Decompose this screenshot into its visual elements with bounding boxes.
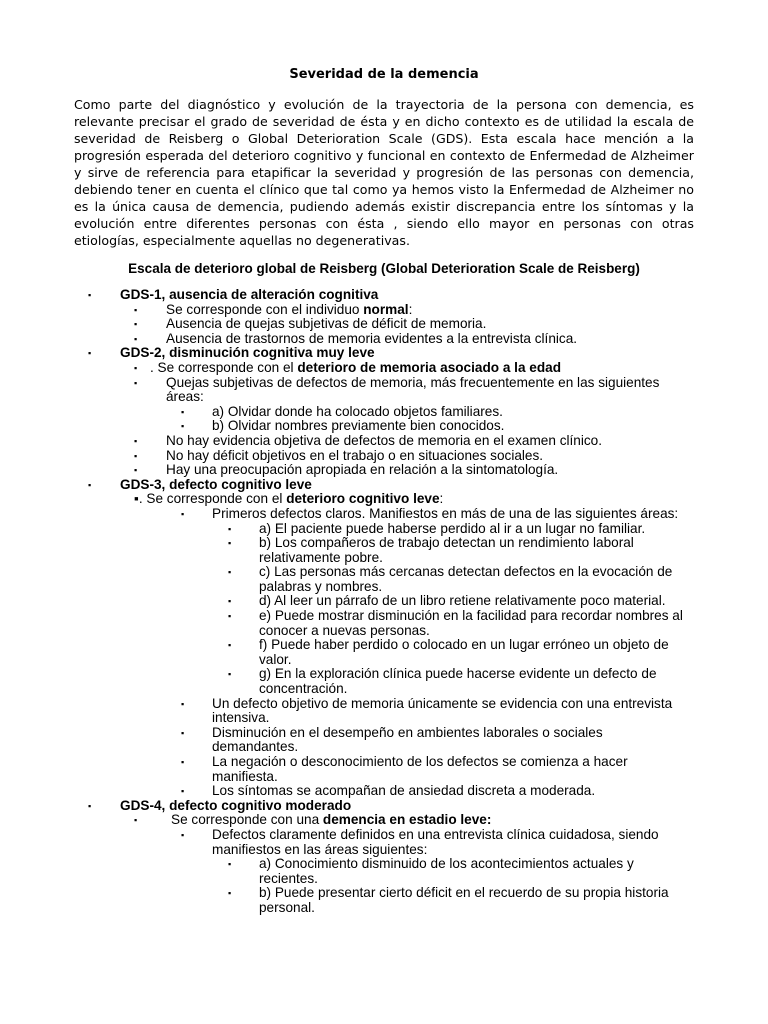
list-item: ▪ e) Puede mostrar disminución en la facilidad para recordar nombres al conocer a nuevas personas. bbox=[228, 608, 683, 638]
bullet-icon: ▪ bbox=[134, 435, 138, 446]
gds2-heading: ▪ GDS-2, disminución cognitiva muy leve bbox=[88, 345, 375, 361]
list-item: ▪ No hay evidencia objetiva de defectos de memoria en el examen clínico. bbox=[134, 432, 603, 448]
bullet-icon: ▪ bbox=[228, 669, 232, 680]
bullet-icon: ▪ bbox=[134, 465, 138, 476]
bullet-icon: ▪ bbox=[228, 640, 232, 651]
list-item: ▪ Quejas subjetivas de defectos de memoria, más frecuentemente en las siguientes áreas: bbox=[134, 374, 660, 405]
bullet-icon: ▪ bbox=[181, 406, 185, 417]
bullet-icon: ▪ bbox=[228, 596, 232, 607]
list-item: ▪ b) Los compañeros de trabajo detectan un rendimiento laboral relativamente pobre. bbox=[228, 535, 634, 565]
bullet-icon: ▪ bbox=[134, 362, 138, 373]
bullet-icon: ▪ bbox=[134, 815, 138, 826]
bullet-icon: ▪ bbox=[134, 304, 138, 315]
bullet-icon: ▪ bbox=[181, 757, 185, 767]
bullet-icon: ▪ bbox=[181, 829, 185, 840]
bullet-icon: ▪ bbox=[181, 786, 185, 797]
bullet-icon: ▪ bbox=[181, 421, 185, 432]
bullet-icon: ▪ bbox=[228, 859, 232, 870]
list-item: ▪. Se corresponde con el deterioro cognitivo leve: bbox=[134, 491, 444, 507]
bullet-icon: ▪ bbox=[88, 800, 92, 811]
list-item: ▪ Ausencia de quejas subjetivas de déficit de memoria. bbox=[134, 316, 487, 332]
list-item: ▪ b) Puede presentar cierto déficit en el recuerdo de su propia historia personal. bbox=[228, 885, 669, 915]
list-item: ▪ Defectos claramente definidos en una entrevista clínica cuidadosa, siendo manifiestos en las áreas siguientes: bbox=[181, 826, 659, 857]
gds4-heading: ▪ GDS-4, defecto cognitivo moderado bbox=[88, 797, 352, 813]
gds1-heading: ▪ GDS-1, ausencia de alteración cognitiva bbox=[88, 287, 379, 302]
list-item: ▪ Se corresponde con el individuo normal: bbox=[134, 301, 413, 317]
list-item: ▪ a) Conocimiento disminuido de los acontecimientos actuales y recientes. bbox=[228, 856, 634, 886]
bullet-icon: ▪ bbox=[228, 538, 232, 549]
bullet-icon: ▪ bbox=[88, 348, 92, 359]
list-item: ▪ g) En la exploración clínica puede hacerse evidente un defecto de concentración. bbox=[228, 666, 657, 697]
bullet-icon: ▪ bbox=[181, 508, 185, 519]
list-item: ▪ Disminución en el desempeño en ambientes laborales o sociales demandantes. bbox=[181, 724, 603, 755]
bullet-icon: ▪ bbox=[88, 479, 92, 490]
list-item: ▪ Se corresponde con una demencia en estadio leve: bbox=[134, 812, 492, 828]
bullet-icon: ▪ bbox=[181, 727, 185, 738]
bullet-icon: ▪ bbox=[134, 319, 138, 330]
list-item: ▪ Un defecto objetivo de memoria únicamente se evidencia con una entrevista intensiva. bbox=[181, 695, 673, 726]
list-item: ▪ a) El paciente puede haberse perdido al ir a un lugar no familiar. bbox=[228, 520, 646, 536]
list-item: ▪ Primeros defectos claros. Manifiestos en más de una de las siguientes áreas: bbox=[181, 505, 679, 521]
list-item: ▪ Ausencia de trastornos de memoria evidentes a la entrevista clínica. bbox=[134, 330, 578, 346]
list-item: ▪ d) Al leer un párrafo de un libro retiene relativamente poco material. bbox=[228, 593, 666, 609]
list-item: ▪ a) Olvidar donde ha colocado objetos familiares. bbox=[181, 403, 503, 419]
bullet-icon: ▪ bbox=[134, 450, 138, 461]
document-title: Severidad de la demencia bbox=[289, 67, 479, 82]
bullet-icon: ▪ bbox=[228, 567, 232, 578]
list-item: ▪ b) Olvidar nombres previamente bien conocidos. bbox=[181, 418, 505, 434]
scale-subtitle: Escala de deterioro global de Reisberg (Global Deterioration Scale de Reisberg) bbox=[128, 261, 640, 276]
gds-list bbox=[0, 288, 768, 916]
list-item: ▪ Los síntomas se acompañan de ansiedad discreta a moderada. bbox=[181, 783, 596, 799]
bullet-icon: ▪ bbox=[88, 290, 92, 300]
bullet-icon: ▪ bbox=[134, 377, 138, 388]
bullet-icon: ▪ bbox=[181, 698, 185, 709]
list-item: ▪ Hay una preocupación apropiada en relación a la sintomatología. bbox=[134, 462, 559, 478]
list-item: ▪ c) Las personas más cercanas detectan defectos en la evocación de palabras y nombres. bbox=[228, 564, 673, 594]
gds3-heading: ▪ GDS-3, defecto cognitivo leve bbox=[88, 476, 312, 492]
bullet-icon: ▪ bbox=[228, 611, 232, 622]
list-item: ▪ No hay déficit objetivos en el trabajo o en situaciones sociales. bbox=[134, 447, 544, 463]
intro-paragraph: Como parte del diagnóstico y evolución de la trayectoria de la persona con demencia, es relevante precisar el grado de severidad de ésta y en dicho contexto es de utilidad la escala de severidad de Reisberg o Global Deterioration Scale (GDS). Esta escala hace mención a la progresión esperada del deterioro cognitivo y funcional en contexto de Enfermedad de Alzheimer y sirve de referencia para etapificar la severidad y progresión de las personas con demencia, debiendo tener en cuenta el clínico que tal como ya hemos visto la Enfermedad de Alzheimer no es la única causa de demencia, pudiendo además existir discrepancia entre los síntomas y la evolución entre diferentes personas con ésta , siendo ello mayor en personas con otras etiologías, especialmente aquellas no degenerativas. bbox=[74, 97, 694, 248]
bullet-icon: ▪ bbox=[228, 523, 232, 534]
bullet-icon: ▪ bbox=[228, 888, 232, 899]
list-item: ▪ La negación o desconocimiento de los defectos se comienza a hacer manifiesta. bbox=[181, 754, 628, 784]
bullet-icon: ▪ bbox=[134, 333, 138, 344]
list-item: ▪ f) Puede haber perdido o colocado en un lugar erróneo un objeto de valor. bbox=[228, 637, 669, 667]
list-item: ▪ . Se corresponde con el deterioro de memoria asociado a la edad bbox=[134, 359, 562, 375]
